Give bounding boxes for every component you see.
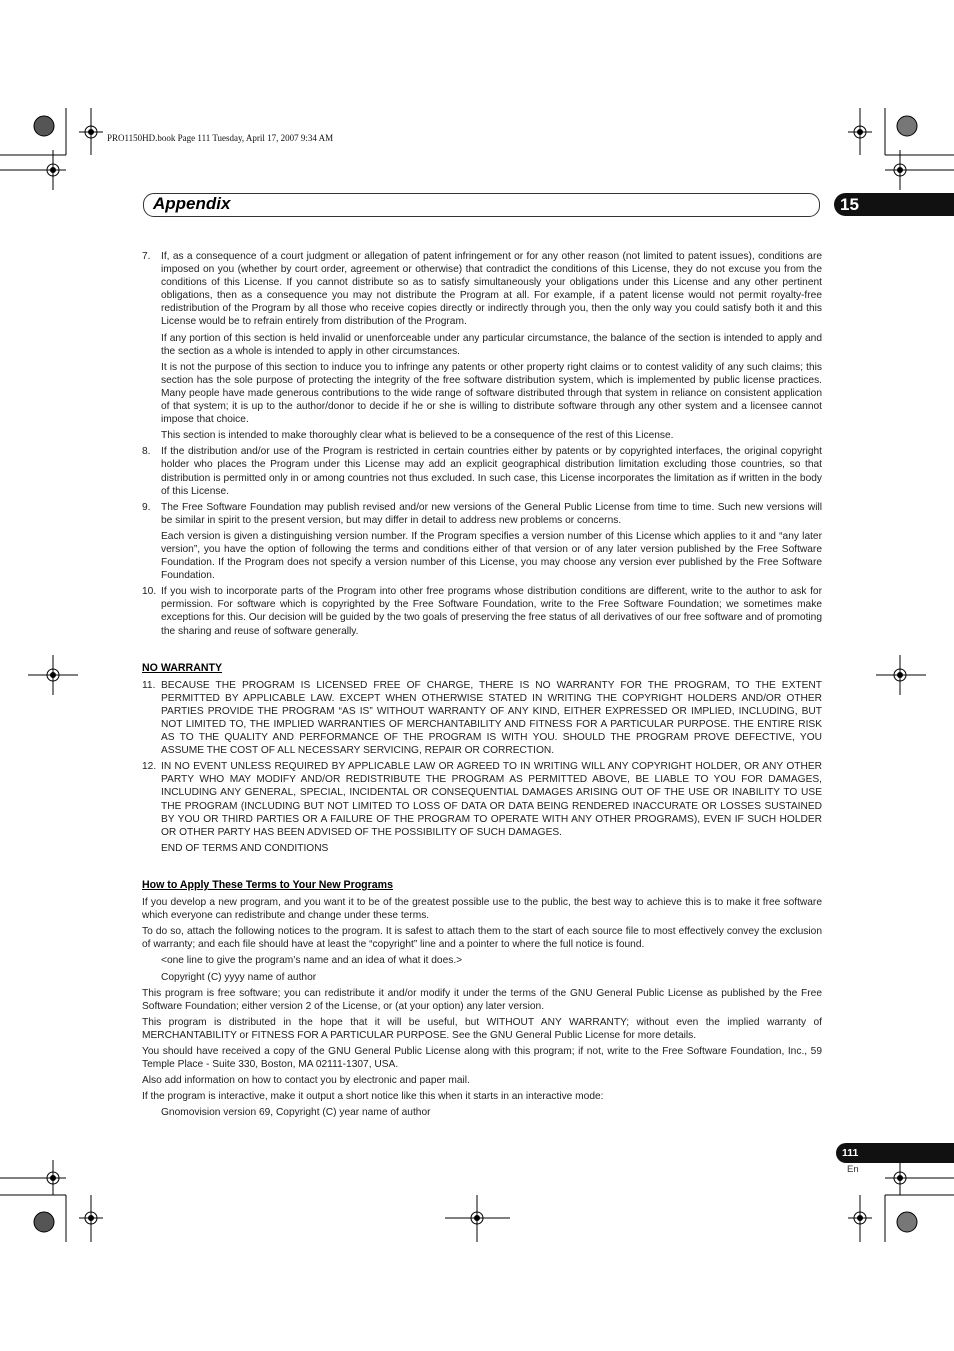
item-body xyxy=(161,250,822,445)
item-paragraph: This section is intended to make thoroughly clear what is believed to be a consequence of the rest of this License. xyxy=(161,430,674,442)
item-body xyxy=(161,445,822,500)
list-item xyxy=(142,250,822,445)
item-paragraph: If you wish to incorporate parts of the Program into other free programs whose distribution conditions are different, write to the author to ask for permission. For software which is copyrighted by the Free Software Foundation, write to the Free Software Foundation; we sometimes make exceptions for this. Our decision will be guided by the two goals of preserving the free status of all derivatives of our free software and of promoting the sharing and reuse of software generally. xyxy=(161,586,822,637)
list-item xyxy=(142,679,822,761)
no-warranty-heading: NO WARRANTY xyxy=(142,661,223,674)
apply-paragraph: This program is free software; you can redistribute it and/or modify it under the terms of the GNU General Public License as published by the Free Software Foundation; either version 2 of the License, or (at your option) any later version. xyxy=(142,987,822,1012)
apply-paragraph: If the program is interactive, make it output a short notice like this when it starts in an interactive mode: xyxy=(142,1091,604,1103)
item-paragraph: If any portion of this section is held invalid or unenforceable under any particular circumstance, the balance of the section is intended to apply and the section as a whole is intended to apply in other circumstances. xyxy=(161,332,822,357)
notice-line: Gnomovision version 69, Copyright (C) year name of author xyxy=(161,1107,431,1119)
item-paragraph: Each version is given a distinguishing version number. If the Program specifies a version number of this License which applies to it and “any later version”, you have the option of following the terms and conditions either of that version or of any later version published by the Free Software Foundation. If the Program does not specify a version number of this License, you may choose any version ever published by the Free Software Foundation. xyxy=(161,530,822,582)
apply-paragraph: To do so, attach the following notices to the program. It is safest to attach them to the start of each source file to most effectively convey the exclusion of warranty; and each file should have at least the “copyright” line and a pointer to where the full notice is found. xyxy=(142,926,822,951)
item-number: 7. xyxy=(142,251,151,262)
item-body xyxy=(161,760,822,858)
language-label: En xyxy=(847,1164,859,1175)
document-body xyxy=(142,250,822,1122)
item-paragraph: If, as a consequence of a court judgment or allegation of patent infringement or for any other reason (not limited to patent issues), conditions are imposed on you (whether by court order, agreement or otherwise) that contradict the conditions of this License, they do not excuse you from the conditions of this License. If you cannot distribute so as to satisfy simultaneously your obligations under this License and any other pertinent obligations, then as a consequence you may not distribute the Program at all. For example, if a patent license would not permit royalty-free redistribution of the Program by all those who receive copies directly or indirectly through you, then the only way you could satisfy both it and this License would be to refrain entirely from distribution of the Program. xyxy=(161,251,822,328)
warranty-items-list xyxy=(142,679,822,858)
title-bar-frame xyxy=(143,193,820,217)
page-number: 111 xyxy=(842,1147,859,1159)
notice-line: <one line to give the program’s name and an idea of what it does.> xyxy=(161,955,463,967)
license-items-list xyxy=(142,250,822,641)
list-item xyxy=(142,445,822,500)
apply-terms-heading: How to Apply These Terms to Your New Programs xyxy=(142,878,393,891)
item-number: 10. xyxy=(142,586,157,598)
item-body xyxy=(161,679,822,761)
page-title: Appendix xyxy=(153,194,231,213)
apply-paragraph: You should have received a copy of the GNU General Public License along with this program; if not, write to the Free Software Foundation, Inc., 59 Temple Place - Suite 330, Boston, MA 02111-1307, USA. xyxy=(142,1045,822,1071)
item-body xyxy=(161,501,822,586)
apply-paragraph: If you develop a new program, and you want it to be of the greatest possible use to the public, the best way to achieve this is to make it free software which everyone can redistribute and change under these terms. xyxy=(142,897,822,922)
file-info-header: PRO1150HD.book Page 111 Tuesday, April 17, 2007 9:34 AM xyxy=(107,133,334,143)
apply-paragraph: This program is distributed in the hope that it will be useful, but WITHOUT ANY WARRANTY; without even the implied warranty of MERCHANTABILITY or FITNESS FOR A PARTICULAR PURPOSE. See the GNU General Public License for more details. xyxy=(142,1016,822,1041)
item-paragraph: IN NO EVENT UNLESS REQUIRED BY APPLICABLE LAW OR AGREED TO IN WRITING WILL ANY COPYRIGHT HOLDER, OR ANY OTHER PARTY WHO MAY MODIFY AND/OR REDISTRIBUTE THE PROGRAM AS PERMITTED ABOVE, BE LIABLE TO YOU FOR DAMAGES, INCLUDING ANY GENERAL, SPECIAL, INCIDENTAL OR CONSEQUENTIAL DAMAGES ARISING OUT OF THE USE OR INABILITY TO USE THE PROGRAM (INCLUDING BUT NOT LIMITED TO LOSS OF DATA OR DATA BEING RENDERED INACCURATE OR LOSSES SUSTAINED BY YOU OR THIRD PARTIES OR A FAILURE OF THE PROGRAM TO OPERATE WITH ANY OTHER PROGRAMS), EVEN IF SUCH HOLDER OR OTHER PARTY HAS BEEN ADVISED OF THE POSSIBILITY OF SUCH DAMAGES. xyxy=(161,761,822,838)
list-item xyxy=(142,760,822,858)
list-item xyxy=(142,585,822,640)
item-number: 8. xyxy=(142,446,151,458)
item-paragraph: It is not the purpose of this section to induce you to infringe any patents or other property right claims or to contest validity of any such claims; this section has the sole purpose of protecting the integrity of the free software distribution system, which is implemented by public license practices. Many people have made generous contributions to the wide range of software distributed through that system in reliance on consistent application of that system; it is up to the author/donor to decide if he or she is willing to distribute software through any other system and a licensee cannot impose that choice. xyxy=(161,361,822,426)
item-number: 9. xyxy=(142,501,151,513)
apply-paragraph: Also add information on how to contact you by electronic and paper mail. xyxy=(142,1075,470,1087)
item-paragraph: END OF TERMS AND CONDITIONS xyxy=(161,842,329,854)
item-body xyxy=(161,585,822,640)
list-item xyxy=(142,501,822,586)
item-paragraph: BECAUSE THE PROGRAM IS LICENSED FREE OF CHARGE, THERE IS NO WARRANTY FOR THE PROGRAM, TO THE EXTENT PERMITTED BY APPLICABLE LAW. EXCEPT WHEN OTHERWISE STATED IN WRITING THE COPYRIGHT HOLDERS AND/OR OTHER PARTIES PROVIDE THE PROGRAM “AS IS” WITHOUT WARRANTY OF ANY KIND, EITHER EXPRESSED OR IMPLIED, INCLUDING, BUT NOT LIMITED TO, THE IMPLIED WARRANTIES OF MERCHANTABILITY AND FITNESS FOR A PARTICULAR PURPOSE. THE ENTIRE RISK AS TO THE QUALITY AND PERFORMANCE OF THE PROGRAM IS WITH YOU. SHOULD THE PROGRAM PROVE DEFECTIVE, YOU ASSUME THE COST OF ALL NECESSARY SERVICING, REPAIR OR CORRECTION. xyxy=(161,679,822,757)
item-paragraph: The Free Software Foundation may publish revised and/or new versions of the General Public License from time to time. Such new versions will be similar in spirit to the present version, but may differ in detail to address new problems or concerns. xyxy=(161,501,822,526)
notice-line: Copyright (C) yyyy name of author xyxy=(161,971,317,983)
item-number: 12. xyxy=(142,761,157,773)
chapter-number: 15 xyxy=(840,195,859,214)
item-number: 11. xyxy=(142,679,156,691)
item-paragraph: If the distribution and/or use of the Program is restricted in certain countries either by patents or by copyrighted interfaces, the original copyright holder who places the Program under this License may add an explicit geographical distribution limitation excluding those countries, so that distribution is permitted only in or among countries not thus excluded. In such case, this License incorporates the limitation as if written in the body of this License. xyxy=(161,446,822,497)
